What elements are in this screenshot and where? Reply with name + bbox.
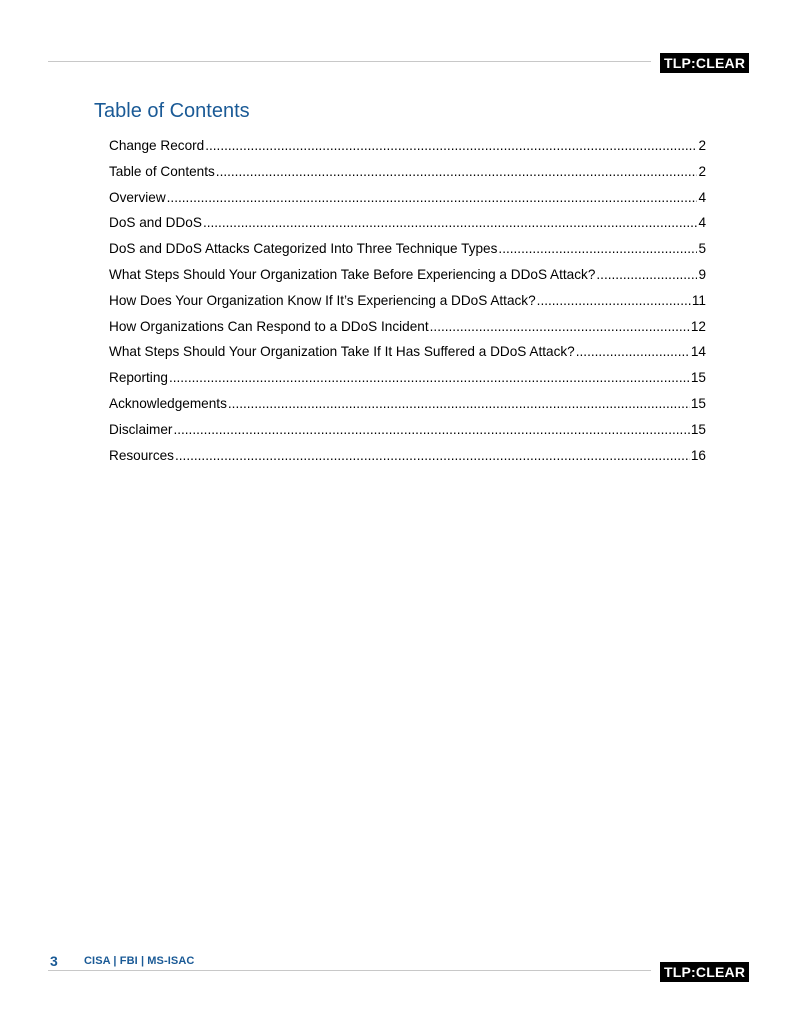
tlp-badge-footer: TLP:CLEAR xyxy=(660,962,749,982)
toc-entry-attack-techniques[interactable] xyxy=(109,236,706,262)
toc-entry-page: 5 xyxy=(698,241,706,257)
toc-entry-page: 4 xyxy=(698,215,706,231)
footer-page-number: 3 xyxy=(50,953,58,969)
toc-entry-page: 9 xyxy=(698,266,706,282)
toc-entry-reporting[interactable] xyxy=(109,365,706,391)
toc-entry-resources[interactable] xyxy=(109,443,706,469)
toc-entry-label: DoS and DDoS xyxy=(109,215,202,231)
toc-dot-leader xyxy=(498,236,697,262)
toc-entry-page: 16 xyxy=(690,447,706,463)
toc-entry-label: Resources xyxy=(109,447,174,463)
toc-entry-steps-before-attack[interactable] xyxy=(109,262,706,288)
toc-entry-page: 4 xyxy=(698,189,706,205)
toc-dot-leader xyxy=(167,185,698,211)
toc-entry-overview[interactable] xyxy=(109,185,706,211)
toc-entry-label: Overview xyxy=(109,189,166,205)
toc-entry-page: 15 xyxy=(690,421,706,437)
toc-dot-leader xyxy=(228,391,690,417)
toc-dot-leader xyxy=(203,210,697,236)
toc-entry-label: Change Record xyxy=(109,138,205,153)
toc-dot-leader xyxy=(205,133,697,159)
toc-dot-leader xyxy=(169,365,690,391)
toc-entry-label: How Does Your Organization Know If It’s Experiencing a DDoS Attack? xyxy=(109,292,536,308)
toc-entry-responding-incident[interactable] xyxy=(109,314,706,340)
toc-entry-dos-and-ddos[interactable] xyxy=(109,210,706,236)
toc-entry-steps-after-attack[interactable] xyxy=(109,339,706,365)
toc-entry-page: 15 xyxy=(690,395,706,411)
toc-entry-label: What Steps Should Your Organization Take Before Experiencing a DDoS Attack? xyxy=(109,266,596,282)
toc-dot-leader xyxy=(175,443,690,469)
toc-dot-leader xyxy=(596,262,697,288)
toc-entry-change-record[interactable] xyxy=(109,133,706,159)
tlp-badge-header: TLP:CLEAR xyxy=(660,53,749,73)
footer-divider xyxy=(48,970,651,971)
toc-entry-page: 14 xyxy=(690,344,706,360)
footer-organizations: CISA | FBI | MS-ISAC xyxy=(84,955,195,967)
toc-dot-leader xyxy=(537,288,691,314)
toc-entry-label: Disclaimer xyxy=(109,421,173,437)
toc-entry-disclaimer[interactable] xyxy=(109,417,706,443)
toc-dot-leader xyxy=(173,417,689,443)
toc-entry-label: Table of Contents xyxy=(109,163,215,179)
toc-entry-page: 2 xyxy=(698,163,706,179)
toc-entry-label: How Organizations Can Respond to a DDoS Incident xyxy=(109,318,429,334)
toc-entry-page: 2 xyxy=(698,138,706,153)
toc-entry-page: 11 xyxy=(691,292,706,308)
toc-entry-label: DoS and DDoS Attacks Categorized Into Three Technique Types xyxy=(109,241,498,257)
toc-dot-leader xyxy=(430,314,690,340)
toc-dot-leader xyxy=(576,339,690,365)
toc-entry-detecting-attack[interactable] xyxy=(109,288,706,314)
header-divider xyxy=(48,61,651,62)
toc-entry-page: 12 xyxy=(690,318,706,334)
toc-entry-label: What Steps Should Your Organization Take If It Has Suffered a DDoS Attack? xyxy=(109,344,575,360)
toc-entry-label: Reporting xyxy=(109,370,168,386)
toc-entry-table-of-contents[interactable] xyxy=(109,159,706,185)
page-title: Table of Contents xyxy=(94,100,250,122)
toc-dot-leader xyxy=(216,159,698,185)
toc-entry-page: 15 xyxy=(690,370,706,386)
toc-entry-label: Acknowledgements xyxy=(109,395,227,411)
table-of-contents xyxy=(109,133,706,468)
toc-entry-acknowledgements[interactable] xyxy=(109,391,706,417)
